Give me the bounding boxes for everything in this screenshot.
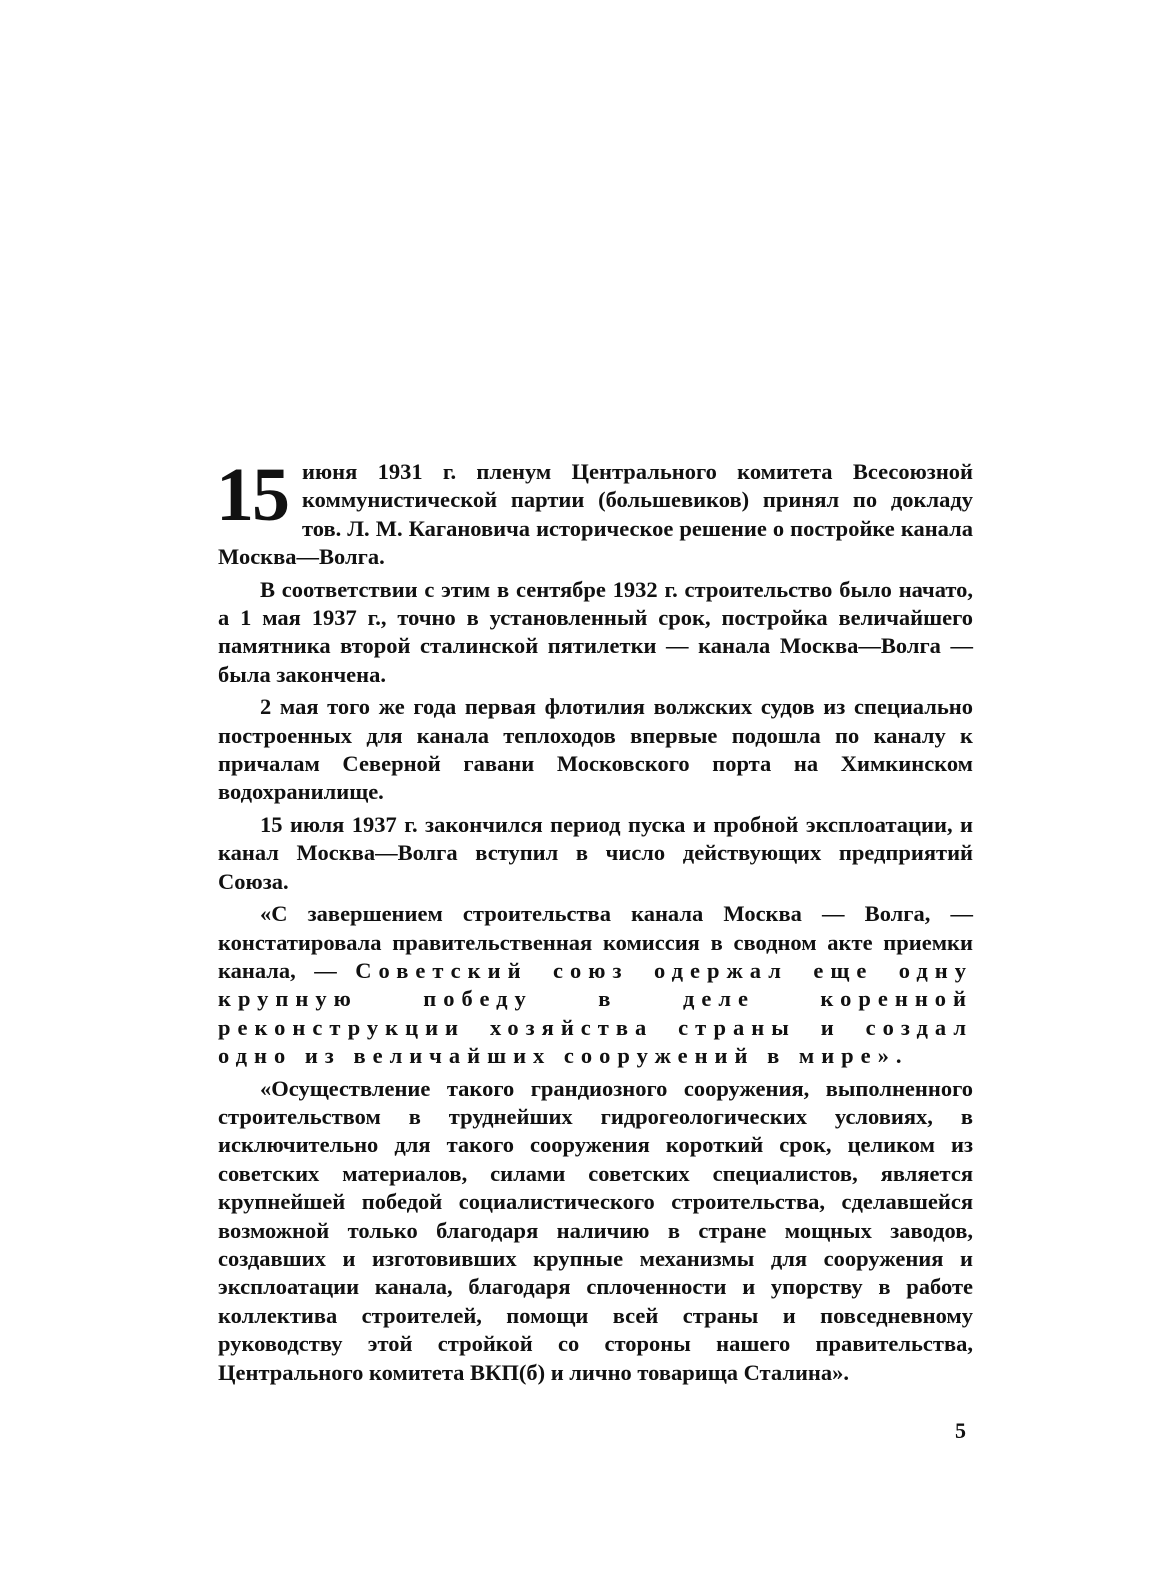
paragraph-1 xyxy=(216,453,973,572)
paragraph-3: 2 мая того же года первая флотилия волжских судов из специально построенных для канала теплоходов впервые подошла по каналу к причалам Северной гавани Московского порта на Химкинском водохранилище. xyxy=(218,694,973,805)
paragraph-5-quote xyxy=(218,900,973,1070)
body-text xyxy=(216,453,973,1391)
quote-spaced-emphasis: Советский союз одержал еще одну крупную победу в деле коренной реконструкции хозяйства страны и создал одно из величайших сооружений в мире» xyxy=(218,957,973,1069)
paragraph-6-quote: «Осуществление такого грандиозного сооружения, выполненного строительством в труднейших гидрогеологических условиях, в исключительно для такого сооружения короткий срок, целиком из советских материалов, силами советских специалистов, является крупнейшей победой социалистического строительства, сделавшейся возможной только благодаря наличию в стране мощных заводов, создавших и изготовивших крупные механизмы для сооружения и эксплоатации канала, благодаря сплоченности и упорству в работе коллектива строителей, помощи всей страны и повседневному руководству этой стройкой со стороны нашего правительства, Центрального комитета ВКП(б) и лично товарища Сталина». xyxy=(218,1075,973,1385)
quote-end: . xyxy=(895,1043,902,1069)
paragraph-1-text: июня 1931 г. пленум Центрального комитета Всесоюзной коммунистической партии (большевиков) принял по докладу тов. Л. М. Кагановича историческое решение о постройке канала Москва—Волга. xyxy=(218,459,973,570)
quote-intro: «С завершением строительства канала Москва — Волга, — констатировала правительственная комиссия в сводном акте приемки канала, — xyxy=(218,901,973,983)
dropcap-number: 15 xyxy=(216,453,288,537)
paragraph-2: В соответствии с этим в сентябре 1932 г. строительство было начато, а 1 мая 1937 г., точно в установленный срок, постройка величайшего памятника второй сталинской пятилетки — канала Москва—Волга — была закончена. xyxy=(218,576,973,687)
paragraph-4: 15 июля 1937 г. закончился период пуска и пробной эксплоатации, и канал Москва—Волга вступил в число действующих предприятий Союза. xyxy=(218,811,973,894)
page-number: 5 xyxy=(955,1418,966,1443)
